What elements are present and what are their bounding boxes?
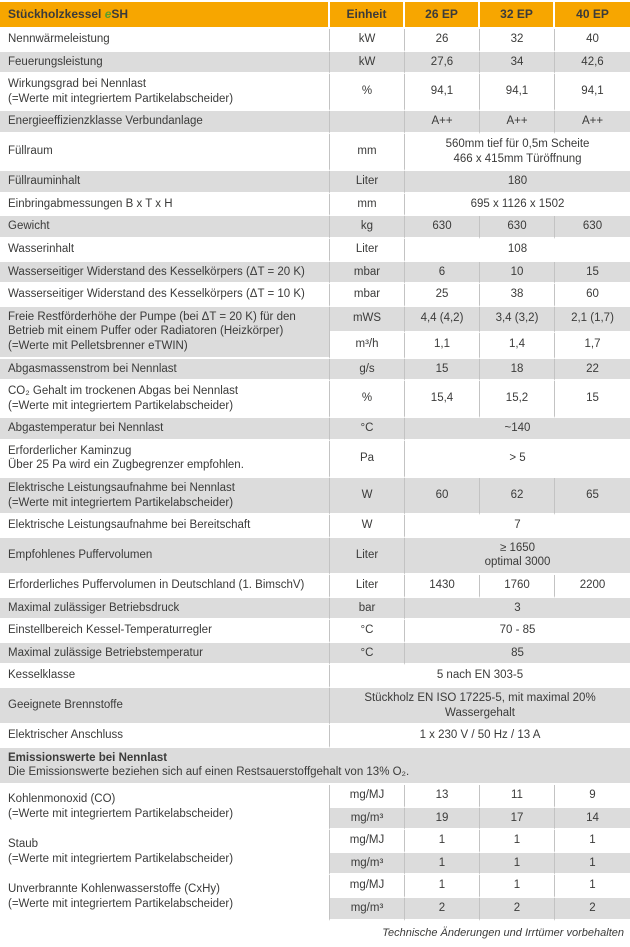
row-label: Einstellbereich Kessel-Temperaturregler bbox=[8, 624, 212, 637]
row-label-cell bbox=[0, 359, 330, 382]
column-header-26ep: 26 EP bbox=[405, 2, 480, 29]
value-cell: 42,6 bbox=[555, 52, 630, 75]
section-header-row bbox=[0, 748, 630, 785]
value-cell: 32 bbox=[480, 29, 555, 52]
row-label-cell bbox=[0, 620, 330, 643]
row-label: Wasserseitiger Widerstand des Kesselkörpers (ΔT = 10 K) bbox=[8, 288, 305, 301]
row-sublabel: (=Werte mit integriertem Partikelabscheider) bbox=[8, 92, 234, 105]
value-cell: 1 x 230 V / 50 Hz / 13 A bbox=[330, 725, 630, 748]
column-header-einheit: Einheit bbox=[330, 2, 405, 29]
row-label: Nennwärmeleistung bbox=[8, 33, 110, 45]
row-label: Wasserinhalt bbox=[8, 242, 75, 255]
value-line: 7 bbox=[514, 519, 521, 532]
row-label: CO₂ Gehalt im trockenen Abgas bei Nennlast bbox=[8, 385, 239, 398]
value-line: 70 - 85 bbox=[499, 624, 536, 637]
table-row bbox=[0, 785, 630, 808]
table-row bbox=[0, 875, 630, 898]
unit-cell: °C bbox=[330, 620, 405, 643]
value-cell: 26 bbox=[405, 29, 480, 52]
section-subtitle: Die Emissionswerte beziehen sich auf einen Restsauerstoffgehalt von 13% O₂. bbox=[8, 766, 410, 779]
row-label: Elektrische Leistungsaufnahme bei Nennlast bbox=[8, 482, 235, 495]
row-sublabel: (=Werte mit integriertem Partikelabscheider) bbox=[8, 897, 234, 910]
table-row bbox=[0, 284, 630, 307]
row-label-cell bbox=[0, 216, 330, 239]
row-label-cell bbox=[0, 74, 330, 111]
value-cell: 40 bbox=[555, 29, 630, 52]
row-label-cell bbox=[0, 239, 330, 262]
table-row bbox=[0, 515, 630, 538]
product-title-suffix: SH bbox=[111, 7, 129, 21]
value-cell: 1 bbox=[555, 830, 630, 853]
value-cell: 2,1 (1,7) bbox=[555, 307, 630, 333]
row-label: Erforderlicher Kaminzug bbox=[8, 444, 132, 457]
value-cell: 1760 bbox=[480, 575, 555, 598]
value-cell: 1,4 bbox=[480, 333, 555, 359]
unit-cell: W bbox=[330, 478, 405, 515]
row-label: Feuerungsleistung bbox=[8, 55, 103, 68]
row-sublabel: (=Werte mit Pelletsbrenner eTWIN) bbox=[8, 339, 188, 352]
value-cell bbox=[405, 194, 630, 217]
row-label: Geeignete Brennstoffe bbox=[8, 699, 123, 712]
row-label: Energieeffizienzklasse Verbundanlage bbox=[8, 115, 203, 128]
value-cell: 5 nach EN 303-5 bbox=[330, 665, 630, 688]
row-label: Freie Restförderhöhe der Pumpe (bei ΔT = 20 K) für den Betrieb mit einem Puffer oder Radiatoren (Heizkörper) bbox=[8, 310, 296, 338]
row-label-cell bbox=[0, 688, 330, 725]
value-cell: 18 bbox=[480, 359, 555, 382]
row-label-cell bbox=[0, 875, 330, 920]
value-line: 695 x 1126 x 1502 bbox=[470, 197, 565, 210]
row-label: Abgastemperatur bei Nennlast bbox=[8, 422, 164, 435]
value-cell: 27,6 bbox=[405, 52, 480, 75]
value-cell: 15,2 bbox=[480, 381, 555, 418]
table-row bbox=[0, 74, 630, 111]
value-cell: 1 bbox=[555, 853, 630, 876]
value-line: 108 bbox=[507, 242, 528, 255]
value-cell: 94,1 bbox=[480, 74, 555, 111]
row-label-cell bbox=[0, 111, 330, 134]
table-row bbox=[0, 830, 630, 853]
row-label-cell bbox=[0, 598, 330, 621]
row-sublabel: (=Werte mit integriertem Partikelabscheider) bbox=[8, 496, 234, 509]
table-row bbox=[0, 598, 630, 621]
value-cell: 2 bbox=[405, 898, 480, 921]
value-cell: 1 bbox=[480, 875, 555, 898]
table-row bbox=[0, 29, 630, 52]
row-label: Gewicht bbox=[8, 220, 50, 233]
row-label: Wirkungsgrad bei Nennlast bbox=[8, 78, 147, 91]
table-row bbox=[0, 538, 630, 575]
row-label-cell bbox=[0, 29, 330, 52]
value-cell bbox=[405, 441, 630, 478]
value-cell: 94,1 bbox=[405, 74, 480, 111]
value-line: > 5 bbox=[509, 452, 526, 465]
section-cell bbox=[0, 748, 630, 785]
table-row bbox=[0, 478, 630, 515]
value-cell: A++ bbox=[480, 111, 555, 134]
value-cell: 11 bbox=[480, 785, 555, 808]
row-label: Elektrischer Anschluss bbox=[8, 729, 124, 742]
unit-cell: mg/MJ bbox=[330, 875, 405, 898]
value-cell: 15 bbox=[555, 381, 630, 418]
unit-cell: mg/m³ bbox=[330, 853, 405, 876]
row-label-cell bbox=[0, 785, 330, 830]
row-label-cell bbox=[0, 52, 330, 75]
value-cell bbox=[405, 620, 630, 643]
product-title-prefix: Stückholzkessel bbox=[8, 7, 105, 21]
row-label-cell bbox=[0, 262, 330, 285]
unit-cell: kW bbox=[330, 52, 405, 75]
table-row bbox=[0, 262, 630, 285]
row-label: Maximal zulässiger Betriebsdruck bbox=[8, 601, 180, 614]
table-row bbox=[0, 111, 630, 134]
footer-note: Technische Änderungen und Irrtümer vorbehalten bbox=[382, 926, 624, 939]
unit-cell: mg/m³ bbox=[330, 898, 405, 921]
row-label-cell bbox=[0, 538, 330, 575]
value-line: 85 bbox=[511, 646, 524, 659]
value-cell: 60 bbox=[405, 478, 480, 515]
value-cell: 22 bbox=[555, 359, 630, 382]
value-cell: 10 bbox=[480, 262, 555, 285]
value-cell bbox=[405, 171, 630, 194]
value-cell: 2 bbox=[555, 898, 630, 921]
value-cell: 15 bbox=[405, 359, 480, 382]
value-cell: 17 bbox=[480, 808, 555, 831]
value-cell: 1,7 bbox=[555, 333, 630, 359]
value-cell: 38 bbox=[480, 284, 555, 307]
unit-cell: mm bbox=[330, 194, 405, 217]
unit-cell: Pa bbox=[330, 441, 405, 478]
value-cell: 34 bbox=[480, 52, 555, 75]
row-sublabel: (=Werte mit integriertem Partikelabscheider) bbox=[8, 852, 234, 865]
unit-cell: % bbox=[330, 381, 405, 418]
value-cell: 1 bbox=[405, 853, 480, 876]
table-row bbox=[0, 665, 630, 688]
spec-table bbox=[0, 2, 630, 921]
value-cell: 9 bbox=[555, 785, 630, 808]
unit-cell: °C bbox=[330, 643, 405, 666]
value-cell: 62 bbox=[480, 478, 555, 515]
value-line: optimal 3000 bbox=[484, 556, 551, 569]
row-label: Kohlenmonoxid (CO) bbox=[8, 792, 116, 805]
value-cell bbox=[405, 134, 630, 171]
value-cell: 65 bbox=[555, 478, 630, 515]
value-line: 560mm tief für 0,5m Scheite bbox=[445, 137, 590, 150]
unit-cell: mm bbox=[330, 134, 405, 171]
unit-cell bbox=[330, 111, 405, 134]
unit-cell: Liter bbox=[330, 538, 405, 575]
value-cell bbox=[405, 598, 630, 621]
value-cell: 6 bbox=[405, 262, 480, 285]
row-label-cell bbox=[0, 307, 330, 359]
value-cell: 1,1 bbox=[405, 333, 480, 359]
value-cell: Stückholz EN ISO 17225-5, mit maximal 20% Wassergehalt bbox=[330, 688, 630, 725]
row-label-cell bbox=[0, 441, 330, 478]
unit-cell: mbar bbox=[330, 284, 405, 307]
row-label: Staub bbox=[8, 838, 39, 851]
value-cell: 630 bbox=[555, 216, 630, 239]
row-label: Abgasmassenstrom bei Nennlast bbox=[8, 362, 177, 375]
table-row bbox=[0, 171, 630, 194]
unit-cell: % bbox=[330, 74, 405, 111]
table-row bbox=[0, 575, 630, 598]
value-cell: 13 bbox=[405, 785, 480, 808]
unit-cell: bar bbox=[330, 598, 405, 621]
value-cell: 1 bbox=[555, 875, 630, 898]
row-label-cell bbox=[0, 478, 330, 515]
value-cell: 15 bbox=[555, 262, 630, 285]
unit-cell: Liter bbox=[330, 171, 405, 194]
row-label-cell bbox=[0, 381, 330, 418]
table-row bbox=[0, 620, 630, 643]
table-row bbox=[0, 52, 630, 75]
row-label: Elektrische Leistungsaufnahme bei Bereitschaft bbox=[8, 519, 251, 532]
product-title-accent: e bbox=[104, 7, 112, 21]
row-label: Erforderliches Puffervolumen in Deutschland (1. BimschV) bbox=[8, 579, 305, 592]
table-row bbox=[0, 441, 630, 478]
unit-cell: kg bbox=[330, 216, 405, 239]
row-label: Empfohlenes Puffervolumen bbox=[8, 549, 153, 562]
row-label: Unverbrannte Kohlenwasserstoffe (CxHy) bbox=[8, 883, 220, 896]
column-header-40ep: 40 EP bbox=[555, 2, 630, 29]
table-row bbox=[0, 643, 630, 666]
value-cell bbox=[405, 239, 630, 262]
table-row bbox=[0, 725, 630, 748]
row-label-cell bbox=[0, 665, 330, 688]
row-label-cell bbox=[0, 575, 330, 598]
value-cell: 3,4 (3,2) bbox=[480, 307, 555, 333]
value-cell: 2 bbox=[480, 898, 555, 921]
value-cell: 1 bbox=[480, 830, 555, 853]
value-cell: 19 bbox=[405, 808, 480, 831]
value-cell: 1 bbox=[480, 853, 555, 876]
value-line: 3 bbox=[514, 601, 521, 614]
value-cell: 2200 bbox=[555, 575, 630, 598]
row-label: Einbringabmessungen B x T x H bbox=[8, 197, 173, 210]
value-cell: 14 bbox=[555, 808, 630, 831]
row-label-cell bbox=[0, 134, 330, 171]
value-cell bbox=[405, 515, 630, 538]
value-cell: 25 bbox=[405, 284, 480, 307]
row-label-cell bbox=[0, 418, 330, 441]
unit-cell: W bbox=[330, 515, 405, 538]
value-cell: A++ bbox=[405, 111, 480, 134]
unit-cell: g/s bbox=[330, 359, 405, 382]
row-label-cell bbox=[0, 171, 330, 194]
value-cell: 630 bbox=[480, 216, 555, 239]
unit-cell: m³/h bbox=[330, 333, 405, 359]
row-label: Maximal zulässige Betriebstemperatur bbox=[8, 646, 203, 659]
table-row bbox=[0, 216, 630, 239]
section-title: Emissionswerte bei Nennlast bbox=[8, 751, 168, 764]
value-cell: 1 bbox=[405, 830, 480, 853]
table-row bbox=[0, 359, 630, 382]
row-sublabel: (=Werte mit integriertem Partikelabscheider) bbox=[8, 399, 234, 412]
value-line: ≥ 1650 bbox=[499, 541, 536, 554]
value-cell: 60 bbox=[555, 284, 630, 307]
row-label: Füllrauminhalt bbox=[8, 175, 81, 188]
unit-cell: Liter bbox=[330, 239, 405, 262]
row-sublabel: (=Werte mit integriertem Partikelabscheider) bbox=[8, 807, 234, 820]
unit-cell: mWS bbox=[330, 307, 405, 333]
value-cell bbox=[405, 643, 630, 666]
row-label: Kesselklasse bbox=[8, 669, 76, 682]
table-row bbox=[0, 307, 630, 333]
value-cell: 1 bbox=[405, 875, 480, 898]
row-label: Wasserseitiger Widerstand des Kesselkörpers (ΔT = 20 K) bbox=[8, 265, 305, 278]
value-cell: 1430 bbox=[405, 575, 480, 598]
unit-cell: mg/MJ bbox=[330, 830, 405, 853]
column-header-32ep: 32 EP bbox=[480, 2, 555, 29]
row-label-cell bbox=[0, 643, 330, 666]
table-row bbox=[0, 134, 630, 171]
row-label-cell bbox=[0, 284, 330, 307]
spec-table-body bbox=[0, 29, 630, 921]
product-title bbox=[0, 2, 330, 29]
table-row bbox=[0, 688, 630, 725]
value-cell bbox=[405, 538, 630, 575]
table-row bbox=[0, 381, 630, 418]
unit-cell: mg/MJ bbox=[330, 785, 405, 808]
unit-cell: kW bbox=[330, 29, 405, 52]
row-label-cell bbox=[0, 194, 330, 217]
row-label: Füllraum bbox=[8, 145, 53, 158]
table-row bbox=[0, 418, 630, 441]
row-sublabel: Über 25 Pa wird ein Zugbegrenzer empfohlen. bbox=[8, 459, 244, 472]
unit-cell: °C bbox=[330, 418, 405, 441]
value-cell: 630 bbox=[405, 216, 480, 239]
value-cell bbox=[405, 418, 630, 441]
row-label-cell bbox=[0, 830, 330, 875]
table-header-row bbox=[0, 2, 630, 29]
value-cell: A++ bbox=[555, 111, 630, 134]
value-cell: 4,4 (4,2) bbox=[405, 307, 480, 333]
unit-cell: mbar bbox=[330, 262, 405, 285]
unit-cell: Liter bbox=[330, 575, 405, 598]
table-row bbox=[0, 239, 630, 262]
value-cell: 15,4 bbox=[405, 381, 480, 418]
unit-cell: mg/m³ bbox=[330, 808, 405, 831]
value-cell: 94,1 bbox=[555, 74, 630, 111]
row-label-cell bbox=[0, 725, 330, 748]
value-line: ~140 bbox=[504, 422, 531, 435]
table-row bbox=[0, 194, 630, 217]
value-line: 180 bbox=[507, 175, 528, 188]
value-line: 466 x 415mm Türöffnung bbox=[453, 152, 582, 165]
row-label-cell bbox=[0, 515, 330, 538]
